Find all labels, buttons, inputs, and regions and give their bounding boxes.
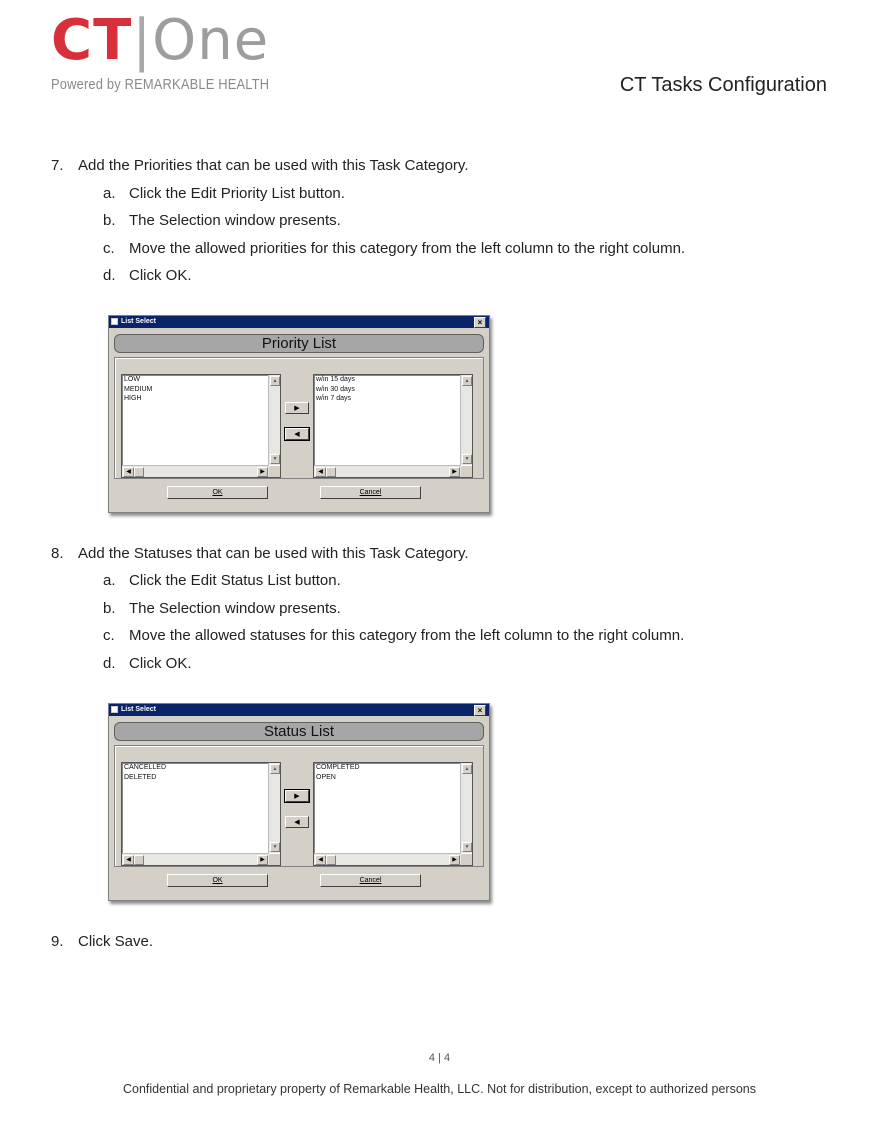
dialog-titlebar: List Select × xyxy=(109,704,489,716)
scroll-up-icon[interactable]: ▲ xyxy=(270,764,280,774)
list-item[interactable]: HIGH xyxy=(124,395,142,402)
scroll-down-icon[interactable]: ▼ xyxy=(462,454,472,464)
dialog-titlebar: List Select × xyxy=(109,316,489,328)
selected-list[interactable] xyxy=(313,374,473,478)
list-item[interactable]: OPEN xyxy=(316,773,336,781)
scroll-corner xyxy=(461,854,472,865)
scroll-up-icon[interactable]: ▲ xyxy=(270,376,280,386)
footer-confidentiality: Confidential and proprietary property of Remarkable Health, LLC. Not for distribution, except to authorized persons xyxy=(123,1082,756,1096)
step-7: 7. Add the Priorities that can be used with this Task Category. xyxy=(51,157,469,174)
ok-button[interactable]: OK xyxy=(167,874,268,887)
available-list[interactable] xyxy=(121,374,281,478)
dialog-heading: Priority List xyxy=(114,334,484,353)
horizontal-scrollbar[interactable] xyxy=(122,465,269,477)
available-list[interactable] xyxy=(121,762,281,866)
scroll-corner xyxy=(269,466,280,477)
logo-wordmark: CT|One xyxy=(51,8,270,73)
step-7-a: a. Click the Edit Priority List button. xyxy=(103,185,345,202)
close-icon[interactable]: × xyxy=(474,705,486,716)
vertical-scrollbar[interactable] xyxy=(268,375,280,465)
list-frame xyxy=(114,745,484,867)
horizontal-scrollbar[interactable] xyxy=(314,853,461,865)
ok-button[interactable]: OK xyxy=(167,486,268,499)
window-icon xyxy=(111,706,118,713)
scroll-left-icon[interactable]: ◀ xyxy=(123,467,134,477)
step-8-a: a. Click the Edit Status List button. xyxy=(103,572,341,589)
close-icon[interactable]: × xyxy=(474,317,486,328)
move-right-button[interactable]: ▶ xyxy=(285,790,309,802)
scroll-right-icon[interactable]: ▶ xyxy=(257,855,268,865)
scroll-right-icon[interactable]: ▶ xyxy=(257,467,268,477)
list-item[interactable]: w/in 30 days xyxy=(316,385,355,393)
dialog-heading: Status List xyxy=(114,722,484,741)
cancel-button[interactable]: Cancel xyxy=(320,874,421,887)
logo-tagline: Powered by REMARKABLE HEALTH xyxy=(51,76,270,93)
list-item[interactable]: COMPLETED xyxy=(316,764,360,771)
scroll-down-icon[interactable]: ▼ xyxy=(462,842,472,852)
list-item[interactable]: LOW xyxy=(124,376,140,383)
scroll-right-icon[interactable]: ▶ xyxy=(449,855,460,865)
step-8-d: d. Click OK. xyxy=(103,655,192,672)
brand-logo xyxy=(51,10,305,93)
vertical-scrollbar[interactable] xyxy=(460,763,472,853)
scroll-thumb[interactable] xyxy=(134,467,144,477)
step-8-c: c. Move the allowed statuses for this category from the left column to the right column. xyxy=(103,627,685,644)
list-frame xyxy=(114,357,484,479)
list-item[interactable]: MEDIUM xyxy=(124,385,153,393)
scroll-left-icon[interactable]: ◀ xyxy=(123,855,134,865)
cancel-button[interactable]: Cancel xyxy=(320,486,421,499)
move-right-button[interactable]: ▶ xyxy=(285,402,309,414)
scroll-thumb[interactable] xyxy=(326,855,336,865)
status-list-dialog xyxy=(108,703,490,901)
scroll-down-icon[interactable]: ▼ xyxy=(270,454,280,464)
scroll-corner xyxy=(461,466,472,477)
scroll-up-icon[interactable]: ▲ xyxy=(462,764,472,774)
step-7-d: d. Click OK. xyxy=(103,267,192,284)
step-7-c: c. Move the allowed priorities for this category from the left column to the right column. xyxy=(103,240,686,257)
list-item[interactable]: w/in 7 days xyxy=(316,395,352,402)
move-left-button[interactable]: ◀ xyxy=(285,428,309,440)
list-item[interactable]: w/in 15 days xyxy=(316,376,355,383)
horizontal-scrollbar[interactable] xyxy=(122,853,269,865)
scroll-corner xyxy=(269,854,280,865)
step-8-b: b. The Selection window presents. xyxy=(103,600,341,617)
vertical-scrollbar[interactable] xyxy=(268,763,280,853)
list-item[interactable]: CANCELLED xyxy=(124,764,167,771)
window-icon xyxy=(111,318,118,325)
step-8: 8. Add the Statuses that can be used with this Task Category. xyxy=(51,545,469,562)
scroll-right-icon[interactable]: ▶ xyxy=(449,467,460,477)
list-item[interactable]: DELETED xyxy=(124,773,157,781)
vertical-scrollbar[interactable] xyxy=(460,375,472,465)
document-title: CT Tasks Configuration xyxy=(619,74,827,96)
move-left-button[interactable]: ◀ xyxy=(285,816,309,828)
step-9: 9. Click Save. xyxy=(51,933,154,950)
scroll-left-icon[interactable]: ◀ xyxy=(315,467,326,477)
selected-list[interactable] xyxy=(313,762,473,866)
horizontal-scrollbar[interactable] xyxy=(314,465,461,477)
scroll-up-icon[interactable]: ▲ xyxy=(462,376,472,386)
step-7-b: b. The Selection window presents. xyxy=(103,212,341,229)
scroll-thumb[interactable] xyxy=(326,467,336,477)
scroll-thumb[interactable] xyxy=(134,855,144,865)
scroll-left-icon[interactable]: ◀ xyxy=(315,855,326,865)
page-number: 4 | 4 xyxy=(428,1052,451,1064)
priority-list-dialog xyxy=(108,315,490,513)
scroll-down-icon[interactable]: ▼ xyxy=(270,842,280,852)
